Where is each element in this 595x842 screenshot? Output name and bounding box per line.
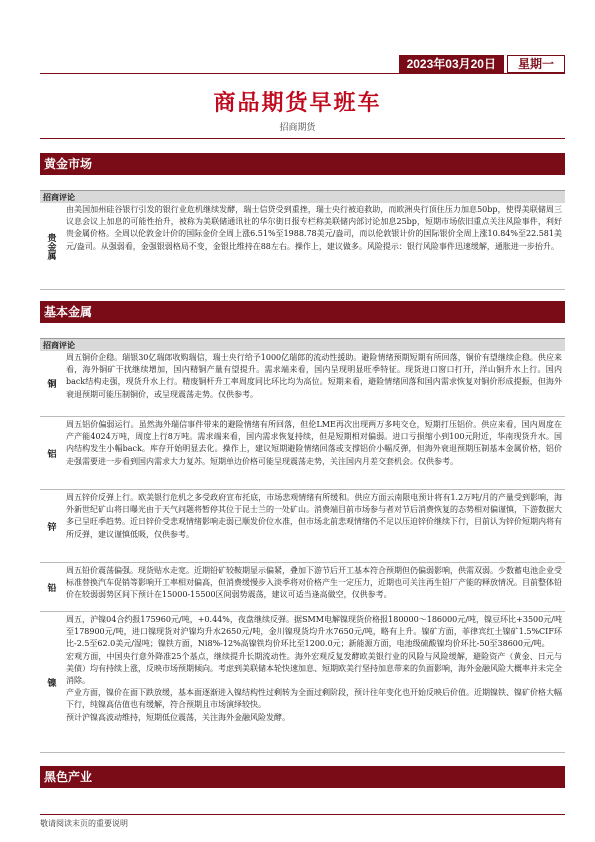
header-rule <box>40 73 565 74</box>
section-gold: 黄金市场 <box>40 153 565 175</box>
zinc-text: 周五锌价反弹上行。欧美银行危机之多受政府宣布托底，市场悲观情绪有所缓和。供应方面云南限电预计将有1.2万吨/月的产量受到影响，海外新世纪矿山将日曝光由于天气问题将暂停其位于昆士兰的一处矿山。消费端目前市场参与者对节后消费恢复的态势相对偏谨慎，下游数据大多已呈旺季趋势。近日锌价受悲观情绪影响走弱已顺发价位水准，但市场北前悲观情绪仍不足以压迫锌价继续下行，目前认为锌价短期内将有所反弹，建议谨慎低吸，仅供参考。 <box>66 493 562 539</box>
title-rule <box>40 138 565 139</box>
gold-block <box>40 203 565 290</box>
zinc-block <box>40 491 565 563</box>
copper-label: 铜 <box>45 379 56 388</box>
nickel-para-4: 预计沪镍高波动维持，短期低位震荡，关注海外金融风险发酵。 <box>66 712 290 722</box>
lead-text: 周五铅价震荡偏强。现货贴水走宽。近期铅矿较鞍期显示偏紧，叠加下游节后开工基本符合预期但仍偏弱影响，供需双弱。少数蓄电池企业受标准替换汽车促销等影响开工率相对偏高，但消费缓慢步入淡季将对价格产生一定压力，近期也可关注再生铅厂产能的释放情况。目前整体铅价在较弱弱势区间下预计在15000-15500区间弱势震荡，建议可适当逢高做空，仅供参考。 <box>66 566 562 600</box>
author: 招商期货 <box>279 123 316 133</box>
footer-rule <box>40 814 565 815</box>
lead-label: 铅 <box>45 583 56 592</box>
nickel-block <box>40 613 565 753</box>
base-sub-header: 招商评论 <box>40 338 565 351</box>
aluminum-text: 周五铝价偏弱运行。虽然海外瑞信事件带来的避险情绪有所回落，但伦LME再次出现两万多吨交仓，短期打压铝价。供应来看，国内周度在产产能4024万吨，周度上行8万吨。需求端来看，国内需求恢复持续，但是短期相对偏弱。进口亏损缩小到100元附近，华南现货升水。国内结构发生小幅back。库存开始明显去化。操作上，建议短期避险情绪回落或支撑铝价小幅反弹，但海外衰退预期压制基本金属价格，铝价走强需要进一步看到国内需求大力复苏。短期单边价格可能呈现震荡走势，关注国内月差交套机会。仅供参考。 <box>66 420 562 466</box>
nickel-label: 镍 <box>45 678 56 687</box>
aluminum-label: 铝 <box>45 449 56 458</box>
section-ferrous: 黑色产业 <box>40 766 565 788</box>
nickel-para-2: 宏观方面，中国央行意外降准25个基点，继续提升长期流动性。海外宏观反复发酵欧美银行业的风险与风险缓解，避险资产（黄金、日元与美债）均有持续上涨，反映市场预期倾向。考虑到美联储本轮快速加息、短期欧美行坚持加息带来的负面影响，海外金融风险大概率并未完全消除。 <box>66 651 562 686</box>
page-title: 商品期货早班车 <box>213 90 382 116</box>
gold-sub-header: 招商评论 <box>40 190 565 203</box>
gold-text: 由美国加州硅谷银行引发的银行业危机继续发酵，瑞士信贷受到重挫，瑞士央行被迫救助，而欧洲央行顶住压力加息50bp，使得美联储周三议息会议上加息的可能性抬升，被称为美联储通讯社的华尔街日报专栏称美联储内部讨论加息25bp，短期市场依旧重点关注风险事件，利好贵金属价格。全周以伦敦金计价的国际金价全周上涨6.51%至1988.78美元/盎司，而以伦敦银计价的国际银价全周上涨10.84%至22.581美元/盎司。从强弱看，金强银弱格局不变，金银比维持在88左右。操作上，建议做多。风险提示：银行风险事件迅速缓解，通胀进一步抬升。 <box>66 205 562 251</box>
copper-text: 周五铜价企稳。瑞银30亿瑞郎收购瑞信，瑞士央行给予1000亿瑞郎的流动性援助。避险情绪预期短期有所回落，铜价有望继续企稳。供应来看，海外铜矿干扰继续增加，国内精铜产量有望提升。需求端来看，国内呈现明显旺季特征。现货进口窗口打开，洋山铜升水上行。国内back结构走强，现货升水上行。精废铜杆升工率周度同比环比均为高位。短期来看，避险情绪回落和国内需求恢复对铜价形成提振，但海外衰退预期可能压制铜价，或呈现震荡走势。仅供参考。 <box>66 353 562 399</box>
section-base-metals: 基本金属 <box>40 301 565 323</box>
report-date: 2023年03月20日 <box>399 55 504 73</box>
zinc-label: 锌 <box>45 522 56 531</box>
date-bar <box>399 55 565 73</box>
nickel-text <box>62 613 565 752</box>
aluminum-block <box>40 418 565 490</box>
report-weekday: 星期一 <box>507 55 565 73</box>
nickel-para-3: 产业方面，镍价在面下跌放缓，基本面逐渐进入镍结构性过剩转为全面过剩阶段，预计往年变化也开始反映后价值。近期镍铁、镍矿价格大幅下行，纯镍高估值也有缓解，符合预期且市场演绎较快。 <box>66 688 562 710</box>
lead-block <box>40 564 565 612</box>
copper-block <box>40 351 565 417</box>
nickel-para-1: 周五，沪镍04合约报175960元/吨，+0.44%，夜盘继续反弹。据SMM电解镍现货价格报180000～186000元/吨，镍豆环比+3500元/吨至178900元/吨，进口镍现货对沪镍均升水2650元/吨，金川镍现货均升水7650元/吨，略有上升。镍矿方面，菲律宾红土镍矿1.5%CIF环比-2.5至62.0美元/湿吨；镍铁方面，Ni8%-12%高镍铁均价环比至1200.0元；新能源方面，电池级硫酸镍均价环比-50至38600元/吨。 <box>66 615 562 649</box>
footer-note: 敬请阅读末页的重要说明 <box>40 819 128 828</box>
gold-label: 贵金属 <box>45 232 56 260</box>
